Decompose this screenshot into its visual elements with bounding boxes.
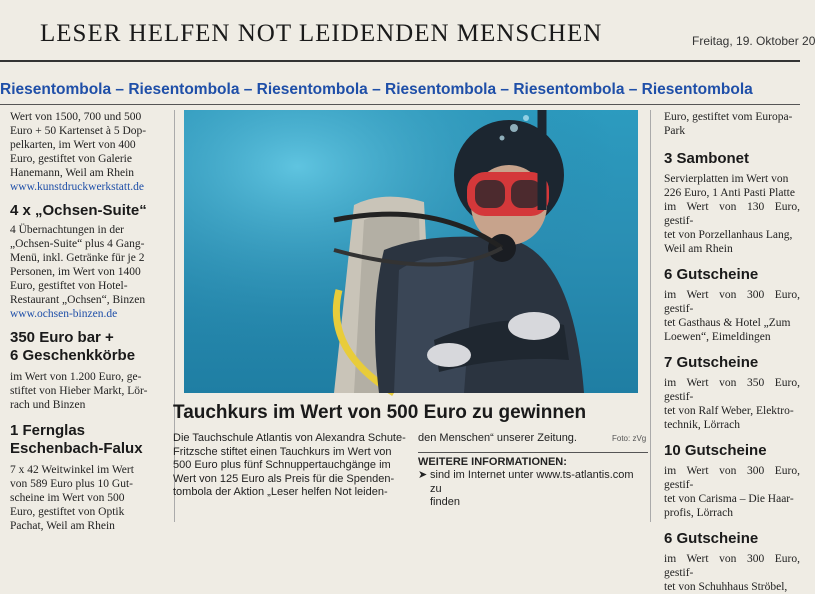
masthead — [0, 0, 815, 62]
diver-illustration — [184, 110, 638, 393]
left-column — [10, 110, 168, 532]
tombola-banner — [0, 76, 800, 105]
prize-text-fernglas: 7 x 42 Weitwinkel im Wert von 589 Euro plus 10 Gut- scheine im Wert von 500 Euro, gestiftet von Optik Pachat, Weil am Rhein — [10, 464, 134, 532]
prize-text-ochsen-suite: 4 Übernachtungen in der „Ochsen-Suite“ plus 4 Gang- Menü, inkl. Getränke für je 2 Personen, im Wert von 1400 Euro, gestiftet von Hotel- Restaurant „Ochsen“, Binzen — [10, 224, 146, 306]
prize-text-geschenkkoerbe: im Wert von 1.200 Euro, ge- stiftet von Hieber Markt, Lör- rach und Binzen — [10, 371, 148, 411]
page-title: LESER HELFEN NOT LEIDENDEN MENSCHEN — [40, 20, 603, 47]
info-link-text[interactable]: sind im Internet unter www.ts-atlantis.com zu — [430, 469, 634, 495]
prize-heading-gutscheine-weber: 7 Gutscheine — [664, 354, 759, 371]
arrow-icon: ➤ — [418, 469, 428, 481]
info-box — [418, 452, 648, 510]
prize-heading-geschenkkoerbe: 350 Euro bar + 6 Geschenkkörbe — [10, 329, 136, 364]
ochsen-link[interactable]: www.ochsen-binzen.de — [10, 308, 118, 320]
column-divider-right — [650, 110, 651, 522]
prize-heading-gutscheine-carisma: 10 Gutscheine — [664, 442, 767, 459]
tombola-banner-text: Riesentombola – Riesentombola – Riesentombola – Riesentombola – Riesentombola – Riesentombola — [0, 81, 753, 98]
photo-credit: Foto: zVg — [612, 434, 647, 443]
left-intro-text: Wert von 1500, 700 und 500 Euro + 50 Kartenset à 5 Dop- pelkarten, im Wert von 400 Euro, gestiftet von Galerie Hanemann, Weil am Rhein — [10, 111, 147, 179]
prize-heading-gutscheine-loewen: 6 Gutscheine — [664, 266, 759, 283]
article-body-continued: den Menschen“ unserer Zeitung. — [418, 432, 577, 444]
info-line: ➤ sind im Internet unter www.ts-atlantis.com zu finden — [418, 469, 634, 508]
right-intro-text: Euro, gestiftet vom Europa- Park — [664, 111, 793, 137]
right-column — [664, 110, 800, 593]
prize-heading-gutscheine-stroebel: 6 Gutscheine — [664, 530, 759, 547]
article-headline: Tauchkurs im Wert von 500 Euro zu gewinnen — [173, 402, 587, 423]
prize-heading-ochsen-suite: 4 x „Ochsen-Suite“ — [10, 202, 147, 219]
prize-heading-fernglas: 1 Fernglas Eschenbach-Falux — [10, 422, 143, 457]
kunstdruck-link[interactable]: www.kunstdruckwerkstatt.de — [10, 181, 145, 193]
prize-heading-sambonet: 3 Sambonet — [664, 150, 750, 167]
info-title: WEITERE INFORMATIONEN: — [418, 456, 567, 468]
issue-date: Freitag, 19. Oktober 20 — [692, 34, 815, 48]
prize-text-sambonet: Servierplatten im Wert von 226 Euro, 1 Anti Pasti Platte im Wert von 130 Euro, gestif- tet von Porzellanhaus Lang, Weil am Rhein — [664, 173, 800, 255]
article-body: Die Tauchschule Atlantis von Alexandra Schute- Fritzsche stiftet einen Tauchkurs im Wert von 500 Euro plus fünf Schnuppertauchgänge im Wert von 125 Euro als Preis für die Spenden- tombola der Aktion „Leser helfen Not leiden- — [173, 432, 406, 498]
prize-text-gutscheine-loewen: im Wert von 300 Euro, gestif- tet Gasthaus & Hotel „Zum Loewen“, Eimeldingen — [664, 289, 800, 343]
prize-text-gutscheine-stroebel: im Wert von 300 Euro, gestif- tet von Schuhhaus Ströbel, — [664, 553, 800, 593]
prize-text-gutscheine-carisma: im Wert von 300 Euro, gestif- tet von Carisma – Die Haar- profis, Lörrach — [664, 465, 800, 519]
prize-text-gutscheine-weber: im Wert von 350 Euro, gestif- tet von Ralf Weber, Elektro- technik, Lörrach — [664, 377, 800, 431]
diver-photo — [184, 110, 638, 393]
